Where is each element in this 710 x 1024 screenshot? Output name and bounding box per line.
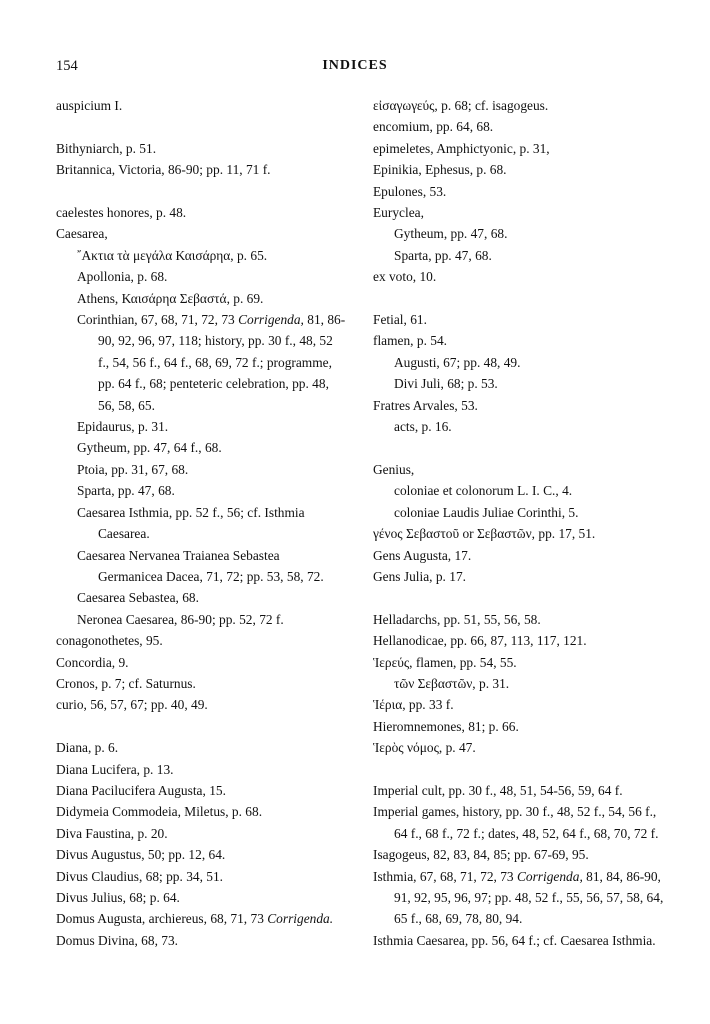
- entry-gap: [373, 288, 668, 309]
- entry-gap: [56, 181, 346, 202]
- page-number: 154: [56, 58, 78, 74]
- entry-text: Bithyniarch, p. 51.: [56, 140, 157, 156]
- entry-text-continued: 81, 84, 86-90, 91, 92, 95, 96, 97; pp. 48, 52 f., 55, 56, 57, 58, 64, 65 f., 68, 69, 78, 80, 94.: [394, 868, 664, 927]
- entry-text: Caesarea Sebastea, 68.: [77, 590, 199, 606]
- entry-text: coloniae et colonorum L. I. C., 4.: [394, 483, 573, 499]
- index-entry: [56, 202, 346, 223]
- index-entry: [373, 523, 668, 544]
- entry-gap: [373, 437, 668, 458]
- entry-text: Epulones, 53.: [373, 183, 447, 199]
- index-entry: [373, 737, 668, 758]
- index-entry: [373, 801, 668, 844]
- entry-text: Ἱερὸς νόμος, p. 47.: [373, 740, 476, 756]
- index-entry: [373, 181, 668, 202]
- entry-text: Epinikia, Ephesus, p. 68.: [373, 162, 507, 178]
- index-subentry: [373, 352, 668, 373]
- index-entry: [373, 202, 668, 223]
- index-entry: [56, 823, 346, 844]
- index-entry: [56, 844, 346, 865]
- index-entry: [56, 95, 346, 116]
- entry-text: conagonothetes, 95.: [56, 633, 163, 649]
- entry-text: Caesarea Nervanea Traianea Sebastea Germanicea Dacea, 71, 72; pp. 53, 58, 72.: [77, 547, 324, 584]
- index-entry: [56, 673, 346, 694]
- index-subentry: [56, 502, 346, 545]
- entry-text: ῎Ακτια τὰ μεγάλα Καισάρηα, p. 65.: [77, 247, 268, 263]
- index-entry: [56, 630, 346, 651]
- entry-text: Gytheum, pp. 47, 68.: [394, 226, 508, 242]
- entry-text: Cronos, p. 7; cf. Saturnus.: [56, 675, 196, 691]
- index-entry: [373, 630, 668, 651]
- index-entry: [373, 138, 668, 159]
- index-entry: [56, 138, 346, 159]
- index-entry: [373, 780, 668, 801]
- index-subentry: [373, 245, 668, 266]
- entry-text: epimeletes, Amphictyonic, p. 31,: [373, 140, 550, 156]
- entry-text: Epidaurus, p. 31.: [77, 419, 169, 435]
- index-subentry: [56, 545, 346, 588]
- index-entry: [56, 159, 346, 180]
- entry-text: Gens Augusta, 17.: [373, 547, 472, 563]
- entry-text: Didymeia Commodeia, Miletus, p. 68.: [56, 804, 263, 820]
- entry-text: Britannica, Victoria, 86-90; pp. 11, 71 f.: [56, 162, 271, 178]
- index-entry: [373, 866, 668, 930]
- index-entry: [373, 930, 668, 951]
- index-subentry: [56, 416, 346, 437]
- entry-text: Fratres Arvales, 53.: [373, 397, 478, 413]
- index-subentry: [56, 587, 346, 608]
- index-subentry: [56, 437, 346, 458]
- entry-text: Domus Augusta, archiereus, 68, 71, 73: [56, 911, 268, 927]
- entry-gap: [373, 759, 668, 780]
- index-entry: [373, 694, 668, 715]
- running-title: INDICES: [322, 58, 388, 73]
- entry-text: Isthmia, 67, 68, 71, 72, 73: [373, 868, 517, 884]
- index-entry: [373, 609, 668, 630]
- entry-text: Augusti, 67; pp. 48, 49.: [394, 354, 521, 370]
- index-entry: [56, 801, 346, 822]
- entry-gap: [373, 587, 668, 608]
- index-entry: [373, 652, 668, 673]
- index-entry: [373, 566, 668, 587]
- index-entry: [373, 116, 668, 137]
- entry-text: Corinthian, 67, 68, 71, 72, 73: [77, 312, 239, 328]
- index-entry: [373, 395, 668, 416]
- entry-text: Diana, p. 6.: [56, 740, 119, 756]
- entry-text: Apollonia, p. 68.: [77, 269, 168, 285]
- entry-text: Gytheum, pp. 47, 64 f., 68.: [77, 440, 222, 456]
- index-column-left: [56, 95, 346, 951]
- entry-text: Isagogeus, 82, 83, 84, 85; pp. 67-69, 95.: [373, 847, 589, 863]
- index-entry: [373, 309, 668, 330]
- entry-text-continued: 81, 86-90, 92, 96, 97, 118; history, pp. 30 f., 48, 52 f., 54, 56 f., 64 f., 68, 69, 72 f.; programme, pp. 64 f., 68; penteteric celebration, pp. 48, 56, 58, 65.: [98, 312, 346, 413]
- entry-text: curio, 56, 57, 67; pp. 40, 49.: [56, 697, 208, 713]
- entry-text: Diana Pacilucifera Augusta, 15.: [56, 782, 226, 798]
- index-subentry: [373, 480, 668, 501]
- index-entry: [56, 737, 346, 758]
- entry-text: Hellanodicae, pp. 66, 87, 113, 117, 121.: [373, 633, 587, 649]
- entry-text: Divi Juli, 68; p. 53.: [394, 376, 498, 392]
- entry-text: Genius,: [373, 461, 415, 477]
- index-subentry: [373, 223, 668, 244]
- index-entry: [56, 694, 346, 715]
- entry-text: flamen, p. 54.: [373, 333, 448, 349]
- entry-text: Sparta, pp. 47, 68.: [77, 483, 175, 499]
- entry-text: Imperial games, history, pp. 30 f., 48, 52 f., 54, 56 f., 64 f., 68 f., 72 f.; dates, 48, 52, 64 f., 68, 70, 72 f.: [373, 804, 659, 841]
- entry-text: Ἱέρια, pp. 33 f.: [373, 697, 454, 713]
- entry-text: Diva Faustina, p. 20.: [56, 825, 168, 841]
- entry-text: Concordia, 9.: [56, 654, 129, 670]
- index-subentry: [373, 373, 668, 394]
- entry-text: Caesarea,: [56, 226, 108, 242]
- index-subentry: [56, 309, 346, 416]
- entry-text: coloniae Laudis Juliae Corinthi, 5.: [394, 504, 579, 520]
- index-entry: [373, 545, 668, 566]
- entry-text: Divus Julius, 68; p. 64.: [56, 889, 180, 905]
- entry-text: acts, p. 16.: [394, 419, 452, 435]
- index-entry: [373, 844, 668, 865]
- entry-text: Diana Lucifera, p. 13.: [56, 761, 174, 777]
- index-entry: [56, 866, 346, 887]
- index-subentry: [56, 480, 346, 501]
- entry-text: Imperial cult, pp. 30 f., 48, 51, 54-56, 59, 64 f.: [373, 782, 623, 798]
- entry-text: Domus Divina, 68, 73.: [56, 932, 178, 948]
- entry-italic-text: Corrigenda,: [238, 312, 304, 328]
- index-subentry: [373, 673, 668, 694]
- index-entry: [56, 887, 346, 908]
- entry-text: auspicium I.: [56, 98, 123, 113]
- entry-text: Divus Claudius, 68; pp. 34, 51.: [56, 868, 224, 884]
- entry-text: γένος Σεβαστοῦ or Σεβαστῶν, pp. 17, 51.: [373, 526, 596, 542]
- index-entry: [56, 908, 346, 929]
- entry-text: Sparta, pp. 47, 68.: [394, 247, 492, 263]
- index-entry: [56, 930, 346, 951]
- index-subentry: [56, 288, 346, 309]
- index-entry: [373, 266, 668, 287]
- entry-italic-text: Corrigenda.: [267, 911, 334, 927]
- index-subentry: [373, 416, 668, 437]
- entry-gap: [56, 716, 346, 737]
- entry-text: caelestes honores, p. 48.: [56, 205, 187, 220]
- entry-text: Fetial, 61.: [373, 312, 427, 328]
- index-entry: [56, 223, 346, 244]
- entry-text: Ptoia, pp. 31, 67, 68.: [77, 461, 189, 477]
- index-entry: [56, 780, 346, 801]
- entry-text: Ἱερεύς, flamen, pp. 54, 55.: [373, 654, 517, 670]
- entry-text: Euryclea,: [373, 205, 424, 221]
- entry-text: encomium, pp. 64, 68.: [373, 119, 494, 135]
- index-entry: [373, 459, 668, 480]
- entry-text: Caesarea Isthmia, pp. 52 f., 56; cf. Isthmia Caesarea.: [77, 504, 305, 542]
- entry-text: Divus Augustus, 50; pp. 12, 64.: [56, 847, 226, 863]
- entry-text: Isthmia Caesarea, pp. 56, 64 f.; cf. Caesarea Isthmia.: [373, 932, 656, 948]
- entry-text: Athens, Καισάρηα Σεβαστά, p. 69.: [77, 290, 264, 306]
- entry-text: Hieromnemones, 81; p. 66.: [373, 718, 519, 734]
- entry-text: εἰσαγωγεύς, p. 68; cf. isagogeus.: [373, 98, 549, 113]
- index-column-right: [373, 95, 668, 951]
- entry-text: Gens Julia, p. 17.: [373, 568, 466, 584]
- index-entry: [373, 95, 668, 116]
- entry-text: Helladarchs, pp. 51, 55, 56, 58.: [373, 611, 541, 627]
- entry-gap: [56, 116, 346, 137]
- entry-text: ex voto, 10.: [373, 269, 437, 285]
- index-subentry: [373, 502, 668, 523]
- entry-text: τῶν Σεβαστῶν, p. 31.: [394, 675, 510, 691]
- index-subentry: [56, 266, 346, 287]
- index-subentry: [56, 609, 346, 630]
- index-entry: [373, 716, 668, 737]
- index-subentry: [56, 459, 346, 480]
- index-entry: [56, 759, 346, 780]
- index-entry: [373, 159, 668, 180]
- index-entry: [56, 652, 346, 673]
- entry-italic-text: Corrigenda,: [516, 868, 583, 884]
- entry-text: Neronea Caesarea, 86-90; pp. 52, 72 f.: [77, 611, 284, 627]
- index-subentry: [56, 245, 346, 266]
- index-entry: [373, 330, 668, 351]
